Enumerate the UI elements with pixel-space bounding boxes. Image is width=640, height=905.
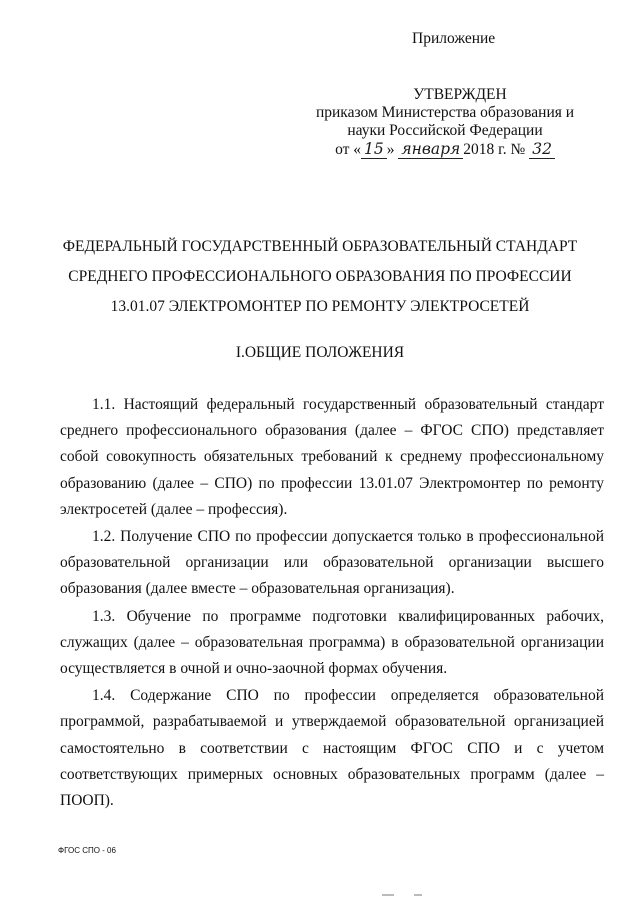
document-title-line-3: 13.01.07 ЭЛЕКТРОМОНТЕР ПО РЕМОНТУ ЭЛЕКТРОСЕТЕЙ — [110, 298, 530, 315]
handwritten-day: 15 — [361, 140, 387, 159]
document-title — [40, 232, 600, 322]
handwritten-number: 32 — [529, 140, 555, 159]
date-mid: » — [386, 141, 395, 158]
section-heading: I.ОБЩИЕ ПОЛОЖЕНИЯ — [235, 344, 405, 361]
paragraph-1-1: 1.1. Настоящий федеральный государственный образовательный стандарт среднего профессионального образования (далее – ФГОС СПО) представляет собой совокупность обязательных требований к среднему профессиональному образованию (далее – СПО) по профессии 13.01.07 Электромонтер по ремонту электросетей (далее – профессия). — [60, 396, 604, 518]
appendix-label: Приложение — [412, 30, 496, 47]
approval-order-line-2: науки Российской Федерации — [347, 122, 543, 139]
approval-order-line-1: приказом Министерства образования и — [315, 104, 575, 121]
scan-artifact — [414, 894, 422, 896]
footer-code: ФГОС СПО - 06 — [58, 846, 116, 855]
paragraph-1-2: 1.2. Получение СПО по профессии допускается только в профессиональной образовательной организации или образовательной организации высшего образования (далее вместе – образовательная организация). — [60, 528, 604, 598]
handwritten-month: января — [398, 140, 463, 159]
scan-artifact — [382, 894, 394, 896]
year-text: 2018 г. № — [463, 141, 526, 158]
body-text — [60, 392, 604, 815]
approval-title: УТВЕРЖДЕН — [413, 86, 507, 103]
document-title-line-1: ФЕДЕРАЛЬНЫЙ ГОСУДАРСТВЕННЫЙ ОБРАЗОВАТЕЛЬНЫЙ СТАНДАРТ — [62, 238, 578, 255]
date-prefix: от « — [335, 141, 362, 158]
approval-block — [300, 86, 590, 159]
document-title-line-2: СРЕДНЕГО ПРОФЕССИОНАЛЬНОГО ОБРАЗОВАНИЯ ПО ПРОФЕССИИ — [68, 268, 572, 285]
approval-date-line — [300, 140, 590, 159]
paragraph-1-4: 1.4. Содержание СПО по профессии определяется образовательной программой, разрабатываемой и утверждаемой образовательной организацией самостоятельно в соответствии с настоящим ФГОС СПО и с учетом соответствующих примерных основных образовательных программ (далее – ПООП). — [60, 687, 604, 810]
paragraph-1-3: 1.3. Обучение по программе подготовки квалифицированных рабочих, служащих (далее – образовательная программа) в образовательной организации осуществляется в очной и очно-заочной формах обучения. — [60, 607, 604, 678]
